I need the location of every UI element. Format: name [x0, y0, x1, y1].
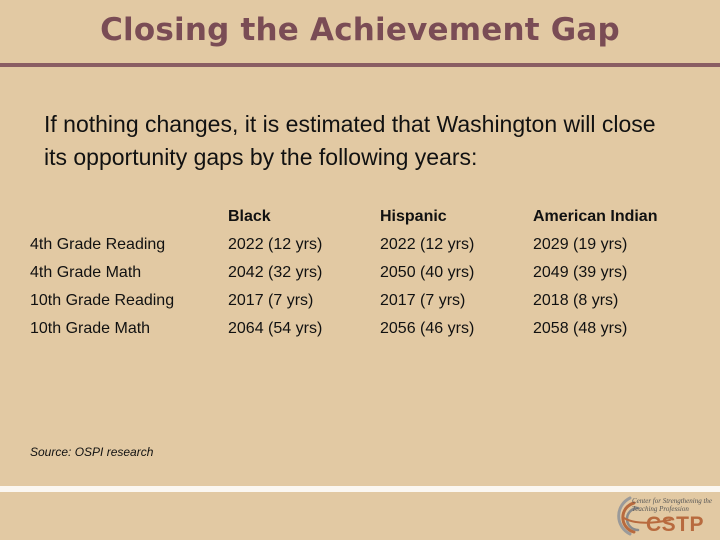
table-header-cell: [30, 203, 228, 231]
table-cell: 2022 (12 yrs): [228, 236, 323, 253]
table-header-row: [30, 203, 693, 231]
table-cell: 2017 (7 yrs): [380, 292, 466, 309]
logo-tagline: Center for Strengthening the Teaching Profession: [632, 497, 713, 513]
table-cell: 2050 (40 yrs): [380, 264, 475, 281]
title-divider: [0, 63, 720, 67]
table-cell: 2042 (32 yrs): [228, 264, 323, 281]
table-row: [30, 287, 693, 315]
table-header-cell: American Indian: [533, 208, 658, 225]
table-cell: 2018 (8 yrs): [533, 292, 619, 309]
row-label: 10th Grade Math: [30, 320, 151, 337]
source-note: Source: OSPI research: [30, 445, 154, 459]
table-cell: 2064 (54 yrs): [228, 320, 323, 337]
table-cell: 2049 (39 yrs): [533, 264, 628, 281]
row-label: 4th Grade Math: [30, 264, 142, 281]
table-row: [30, 231, 693, 259]
table-cell: 2029 (19 yrs): [533, 236, 628, 253]
row-label: 4th Grade Reading: [30, 236, 166, 253]
table-header-cell: Black: [228, 208, 271, 225]
table-cell: 2056 (46 yrs): [380, 320, 475, 337]
table-row: [30, 259, 693, 287]
table-header-cell: Hispanic: [380, 208, 447, 225]
table-row: [30, 315, 693, 343]
logo-wordmark: CSTP: [646, 513, 705, 536]
row-label: 10th Grade Reading: [30, 292, 175, 309]
table-cell: 2017 (7 yrs): [228, 292, 314, 309]
gap-table: [30, 203, 693, 343]
table-cell: 2022 (12 yrs): [380, 236, 475, 253]
table-cell: 2058 (48 yrs): [533, 320, 628, 337]
intro-text: If nothing changes, it is estimated that Washington will close its opportunity gaps by the following years:: [44, 111, 656, 170]
slide-title: Closing the Achievement Gap: [100, 12, 620, 48]
